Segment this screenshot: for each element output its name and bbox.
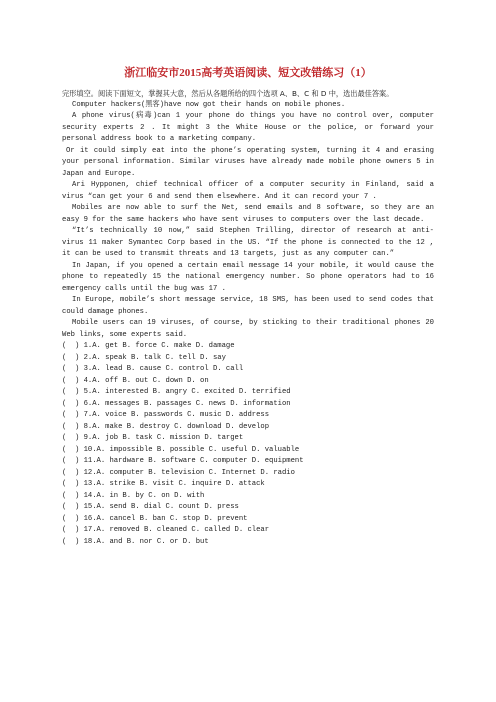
passage-paragraph: In Europe, mobile’s short message service, 18 SMS, has been used to send codes that could damage phones. [62, 296, 434, 316]
passage-paragraph: “It’s technically 10 now,” said Stephen Trilling, director of research at anti-virus 11 maker Symantec Corp based in the US. “If the phone is connected to the 12 , it can be used to transmit threats and 13 targets, just as any computer can.” [62, 227, 434, 258]
option-line: ( ) 12.A. computer B. television C. Internet D. radio [62, 468, 295, 477]
passage-paragraph: Ari Hypponen, chief technical officer of a computer security in Finland, said a virus “can get your 6 and send them elsewhere. And it can record your 7 . [62, 181, 434, 201]
passage-paragraph: Or it could simply eat into the phone’s operating system, turning it 4 and erasing your personal information. Similar viruses have already made mobile phone owners 5 in Japan and Europe. [62, 146, 434, 178]
passage-paragraph: A phone virus(病毒)can 1 your phone do things you have no control over, computer security experts 2 . It might 3 the White House or the police, or forward your personal address book to a marketing company. [62, 112, 434, 143]
option-line: ( ) 9.A. job B. task C. mission D. target [62, 434, 244, 442]
options-list [62, 341, 434, 548]
page-title: 浙江临安市2015高考英语阅读、短文改错练习（1） [124, 67, 372, 79]
option-line: ( ) 1.A. get B. force C. make D. damage [62, 342, 235, 350]
option-line: ( ) 14.A. in B. by C. on D. with [62, 491, 205, 500]
passage-paragraph: Mobile users can 19 viruses, of course, by sticking to their traditional phones 20 Web links, some experts said. [62, 319, 434, 339]
passage [62, 100, 434, 342]
instruction-text: 完形填空。阅读下面短文，掌握其大意，然后从各题所给的四个选项 A、B、C 和 D 中，选出最佳答案。 [62, 89, 394, 98]
option-line: ( ) 13.A. strike B. visit C. inquire D. attack [62, 480, 265, 488]
option-line: ( ) 10.A. impossible B. possible C. useful D. valuable [62, 445, 300, 454]
passage-paragraph: In Japan, if you opened a certain email message 14 your mobile, it would cause the phone to repeatedly 15 the national emergency number. So phone operators had to 16 emergency calls until the bug was 17 . [62, 261, 434, 293]
option-line: ( ) 16.A. cancel B. ban C. stop D. prevent [62, 514, 248, 523]
option-line: ( ) 18.A. and B. nor C. or D. but [62, 537, 209, 546]
option-line: ( ) 15.A. send B. dial C. count D. press [62, 503, 239, 511]
option-line: ( ) 7.A. voice B. passwords C. music D. address [62, 411, 270, 419]
option-line: ( ) 2.A. speak B. talk C. tell D. say [62, 353, 226, 362]
option-line: ( ) 4.A. off B. out C. down D. on [62, 376, 209, 385]
passage-paragraph: Computer hackers(黑客)have now got their hands on mobile phones. [72, 100, 346, 109]
option-line: ( ) 17.A. removed B. cleaned C. called D. clear [62, 526, 270, 534]
option-line: ( ) 6.A. messages B. passages C. news D. information [62, 399, 291, 408]
option-line: ( ) 8.A. make B. destroy C. download D. develop [62, 422, 270, 431]
option-line: ( ) 3.A. lead B. cause C. control D. call [62, 365, 244, 373]
option-line: ( ) 11.A. hardware B. software C. computer D. equipment [62, 457, 304, 465]
option-line: ( ) 5.A. interested B. angry C. excited D. terrified [62, 388, 291, 396]
passage-paragraph: Mobiles are now able to surf the Net, send emails and 8 software, so they are an easy 9 for the same hackers who have sent viruses to computers over the last decade. [62, 204, 434, 224]
